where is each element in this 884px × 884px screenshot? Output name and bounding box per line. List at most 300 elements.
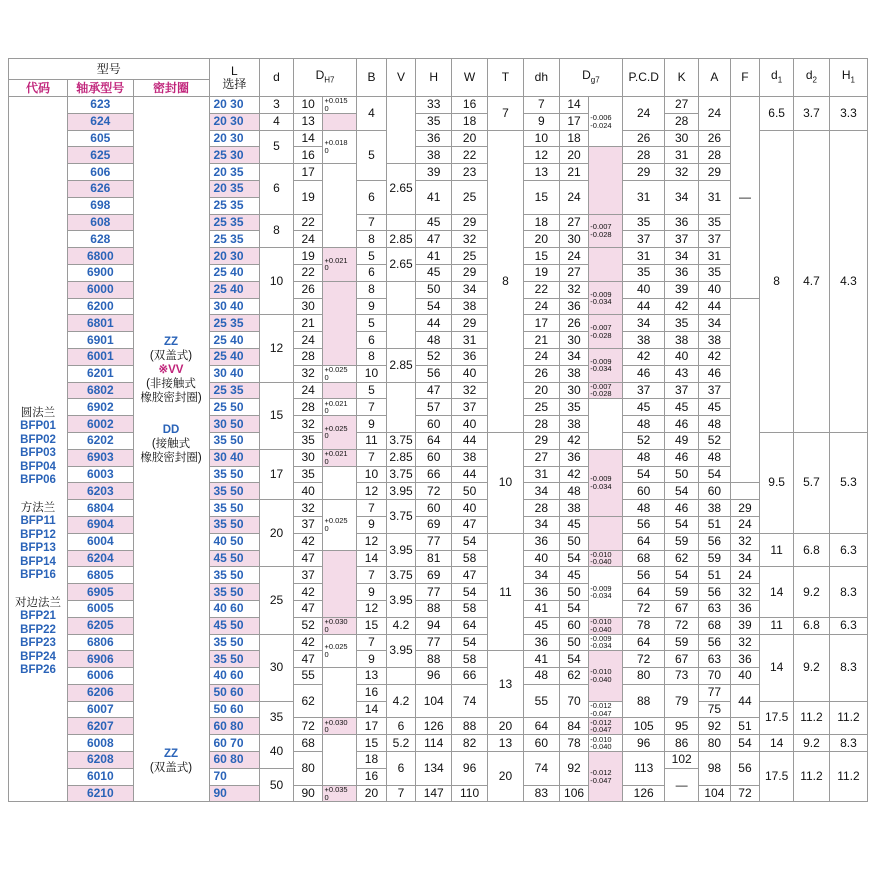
tolerance-value: 0 [324,145,329,155]
cell-v [386,382,416,432]
flange-code: BFP03 [20,447,56,460]
cell-k: 72 [665,617,699,634]
tolerance-value: +0.030 [324,617,348,627]
cell-d: 5 [260,130,294,164]
cell-h1: 5.3 [829,432,867,533]
tolerance-h7 [323,399,357,416]
tolerance-h7 [323,718,357,735]
cell-k: 62 [665,550,699,567]
cell-l: 20 30 [209,97,260,114]
cell-h1: 8.3 [829,735,867,752]
tolerance-value: -0.007 [590,382,612,391]
cell-l: 40 50 [209,533,260,550]
cell-dh: 20 [523,231,559,248]
cell-d: 26 [293,281,323,298]
cell-l: 20 35 [209,164,260,181]
tolerance-value: -0.034 [590,591,612,600]
cell-d2: 9.2 [794,567,830,617]
cell-d: 24 [293,231,323,248]
cell-d: 35 [293,432,323,449]
cell-v: 5.2 [386,735,416,752]
cell-w: 58 [452,550,488,567]
tolerance-value: -0.047 [590,725,612,735]
cell-w: 110 [452,785,488,802]
cell-dh: 10 [523,130,559,147]
cell-a: 56 [699,634,731,651]
cell-w: 96 [452,752,488,786]
cell-d: 37 [293,567,323,584]
cell-v: 3.75 [386,466,416,483]
tolerance-h7 [323,382,357,399]
cell-a: 29 [699,164,731,181]
bearing-code: 6203 [68,483,133,500]
cell-l: 30 40 [209,298,260,315]
cell-l: 40 60 [209,668,260,685]
cell-p: 29 [623,164,665,181]
bearing-code: 6000 [68,281,133,298]
flange-code: BFP13 [20,542,56,555]
cell-p: 38 [623,332,665,349]
cell-w: 54 [452,533,488,550]
cell-dh: 45 [523,617,559,634]
bearing-code: 6010 [68,768,133,785]
cell-h1: 11.2 [829,701,867,735]
bearing-code: 6902 [68,399,133,416]
header-d2: $d_2$ [794,59,830,97]
cell-h: 36 [416,130,452,147]
cell-dh: 36 [523,533,559,550]
cell-dg: 24 [559,180,589,214]
bearing-spec-table [8,58,868,802]
cell-d: 30 [293,298,323,315]
tolerance-g7 [589,449,623,516]
cell-b: 15 [357,735,387,752]
cell-f: — [730,97,760,299]
cell-dh: 26 [523,365,559,382]
tolerance-value: -0.009 [590,583,612,593]
cell-w: 37 [452,399,488,416]
cell-k: 54 [665,567,699,584]
cell-k: 40 [665,348,699,365]
cell-d: 47 [293,550,323,567]
cell-f: 36 [730,651,760,668]
cell-k: 59 [665,584,699,601]
bearing-code: 6202 [68,432,133,449]
flange-code: BFP01 [20,420,56,433]
cell-b: 6 [357,264,387,281]
cell-v: 3.75 [386,432,416,449]
cell-k: 32 [665,164,699,181]
tolerance-g7 [589,97,623,147]
cell-d1: 14 [760,567,794,617]
cell-d: 42 [293,533,323,550]
cell-d: 47 [293,600,323,617]
bearing-code: 6800 [68,248,133,265]
cell-d: 32 [293,416,323,433]
cell-p: 68 [623,550,665,567]
cell-a: 38 [699,500,731,517]
cell-a: 40 [699,281,731,298]
cell-b: 5 [357,130,387,180]
flange-code: BFP02 [20,433,56,446]
seal-zz: ZZ [163,336,179,348]
cell-v: 6 [386,718,416,735]
cell-w: 32 [452,231,488,248]
tolerance-value: -0.024 [590,120,612,130]
cell-a: 68 [699,617,731,634]
cell-k: 102 [665,752,699,769]
cell-f [730,298,760,483]
cell-p: 60 [623,483,665,500]
cell-a: 42 [699,348,731,365]
cell-l: 45 50 [209,617,260,634]
cell-b: 15 [357,617,387,634]
bearing-code: 624 [68,113,133,130]
cell-p: 126 [623,785,665,802]
tolerance-h7 [323,617,357,634]
cell-d: 15 [260,382,294,449]
cell-b: 8 [357,231,387,248]
cell-k: 34 [665,180,699,214]
tolerance-g7 [589,701,623,718]
cell-a: 35 [699,214,731,231]
cell-p: 113 [623,752,665,786]
cell-k: 37 [665,231,699,248]
bearing-code: 6204 [68,550,133,567]
bearing-code: 6210 [68,785,133,802]
cell-dh: 15 [523,180,559,214]
tolerance-value: -0.007 [590,323,612,333]
header-V: V [386,59,416,97]
cell-dg: 18 [559,130,589,147]
cell-p: 48 [623,449,665,466]
cell-a: 37 [699,382,731,399]
cell-d: 25 [260,567,294,634]
cell-d: 16 [293,147,323,164]
cell-h: 35 [416,113,452,130]
cell-dg: 48 [559,483,589,500]
cell-p: 31 [623,248,665,265]
cell-h: 33 [416,97,452,114]
bearing-code: 6207 [68,718,133,735]
cell-t: 20 [488,718,524,735]
cell-w: 22 [452,147,488,164]
cell-h: 39 [416,164,452,181]
cell-l: 25 35 [209,231,260,248]
cell-b: 5 [357,315,387,332]
tolerance-value: -0.040 [590,624,612,634]
cell-k: 45 [665,399,699,416]
tolerance-value: -0.028 [590,229,612,239]
tolerance-value: 0 [324,624,329,634]
tolerance-value: 0 [324,456,329,466]
cell-k: 37 [665,382,699,399]
cell-k: 31 [665,147,699,164]
cell-b: 9 [357,516,387,533]
bearing-code: 6905 [68,584,133,601]
cell-w: 34 [452,281,488,298]
header-bearing: 轴承型号 [68,80,133,97]
tolerance-g7 [589,617,623,634]
cell-v: 4.2 [386,617,416,634]
cell-w: 25 [452,248,488,265]
cell-l: 25 40 [209,264,260,281]
cell-w: 58 [452,651,488,668]
tolerance-value: 0 [324,792,329,802]
cell-dg: 17 [559,113,589,130]
cell-l: 25 40 [209,332,260,349]
header-d: d [260,59,294,97]
header-T: T [488,59,524,97]
tolerance-value: -0.040 [590,557,612,567]
cell-dh: 28 [523,416,559,433]
cell-dg: 78 [559,735,589,752]
cell-dg: 26 [559,315,589,332]
cell-b: 8 [357,348,387,365]
cell-w: 40 [452,416,488,433]
cell-a: 60 [699,483,731,500]
cell-dg: 24 [559,248,589,265]
cell-h: 114 [416,735,452,752]
cell-w: 44 [452,466,488,483]
tolerance-value: -0.012 [590,768,612,778]
tolerance-h7 [323,500,357,550]
cell-h: 38 [416,147,452,164]
cell-dg: 54 [559,550,589,567]
cell-d2: 11.2 [794,701,830,735]
cell-h: 96 [416,668,452,685]
tolerance-h7 [323,416,357,450]
cell-d: 32 [293,365,323,382]
cell-h: 60 [416,500,452,517]
cell-a: 51 [699,516,731,533]
cell-dh: 55 [523,684,559,718]
cell-dh: 18 [523,214,559,231]
bearing-code: 6805 [68,567,133,584]
cell-d2: 9.2 [794,634,830,701]
cell-f: 54 [730,735,760,752]
flange-code: BFP04 [20,460,56,473]
cell-l: 70 [209,768,260,785]
cell-f: 29 [730,500,760,517]
cell-h1: 11.2 [829,752,867,802]
cell-d2: 6.8 [794,617,830,634]
cell-k: 67 [665,651,699,668]
cell-b: 12 [357,533,387,550]
tolerance-h7 [323,281,357,365]
cell-h: 66 [416,466,452,483]
cell-b: 4 [357,97,387,131]
flange-code: BFP24 [20,650,56,663]
cell-d: 12 [260,315,294,382]
cell-dg: 45 [559,567,589,584]
cell-b: 17 [357,718,387,735]
cell-p: 46 [623,365,665,382]
cell-v: 3.95 [386,634,416,668]
cell-dg: 36 [559,449,589,466]
cell-a: 56 [699,533,731,550]
tolerance-h7 [323,164,357,248]
cell-w: 54 [452,634,488,651]
cell-h: 134 [416,752,452,786]
cell-d: 17 [293,164,323,181]
cell-dg: 30 [559,231,589,248]
cell-h: 45 [416,214,452,231]
bearing-code: 6200 [68,298,133,315]
cell-dg: 42 [559,432,589,449]
cell-k: 38 [665,332,699,349]
cell-dg: 106 [559,785,589,802]
cell-l: 35 50 [209,500,260,517]
cell-a: 52 [699,432,731,449]
tolerance-value: 0 [324,372,329,382]
cell-p: 48 [623,500,665,517]
cell-d: 22 [293,214,323,231]
cell-dh: 9 [523,113,559,130]
tolerance-g7 [589,348,623,382]
header-DH7: $D_{H7}$ [293,59,356,97]
cell-d: 40 [260,735,294,769]
cell-dg: 14 [559,97,589,114]
cell-p: 105 [623,718,665,735]
cell-d2: 6.8 [794,533,830,567]
header-L: L 选择 [209,59,260,97]
cell-dh: 36 [523,584,559,601]
cell-d: 10 [293,97,323,114]
cell-h: 44 [416,315,452,332]
cell-l: 50 60 [209,684,260,701]
cell-h: 104 [416,684,452,718]
cell-a: 70 [699,668,731,685]
cell-d1: 6.5 [760,97,794,131]
header-H1: $H_1$ [829,59,867,97]
tolerance-value: +0.025 [324,516,348,526]
cell-h1: 6.3 [829,617,867,634]
cell-dg: 27 [559,264,589,281]
cell-dh: 27 [523,449,559,466]
cell-d: 72 [293,718,323,735]
cell-l: 20 30 [209,248,260,265]
cell-p: 24 [623,97,665,131]
cell-l: 60 70 [209,735,260,752]
cell-dg: 62 [559,668,589,685]
tolerance-value: -0.010 [590,550,612,559]
tolerance-g7 [589,281,623,315]
tolerance-value: +0.025 [324,642,348,652]
cell-f: 51 [730,718,760,735]
cell-a: 34 [699,315,731,332]
tolerance-value: -0.047 [590,775,612,785]
cell-dh: 64 [523,718,559,735]
cell-v: 2.65 [386,248,416,282]
cell-d: 30 [260,634,294,701]
cell-dg: 70 [559,684,589,718]
cell-w: 58 [452,600,488,617]
cell-k: 86 [665,735,699,752]
cell-h: 77 [416,584,452,601]
tolerance-value: 0 [324,649,329,659]
cell-v: 3.75 [386,500,416,534]
cell-a: 51 [699,567,731,584]
cell-dg: 54 [559,651,589,668]
header-B: B [357,59,387,97]
header-PCD: P.C.D [623,59,665,97]
spec-sheet [8,58,868,802]
bearing-code: 605 [68,130,133,147]
cell-w: 74 [452,684,488,718]
cell-h: 69 [416,516,452,533]
cell-v [386,315,416,349]
cell-w: 16 [452,97,488,114]
cell-l: 20 35 [209,180,260,197]
seal-types [133,97,209,802]
tolerance-h7 [323,449,357,466]
bearing-code: 623 [68,97,133,114]
cell-b: 9 [357,416,387,433]
cell-f: 44 [730,684,760,718]
cell-h: 64 [416,432,452,449]
cell-b: 7 [357,214,387,231]
flange-code: BFP21 [20,610,56,623]
cell-h: 81 [416,550,452,567]
bearing-code: 6007 [68,701,133,718]
seal-zz2-text: (双盖式) [149,762,193,774]
seal-vv-text1: (非接触式 [146,378,196,390]
cell-d: 35 [260,701,294,735]
tolerance-value: 0 [324,725,329,735]
cell-w: 64 [452,617,488,634]
cell-k: 46 [665,500,699,517]
cell-d2: 9.2 [794,735,830,752]
header-W: W [452,59,488,97]
cell-dg: 32 [559,281,589,298]
cell-a: 38 [699,332,731,349]
cell-a: 92 [699,718,731,735]
cell-dh: 17 [523,315,559,332]
cell-v: 2.85 [386,348,416,382]
tolerance-value: +0.021 [324,449,348,459]
cell-l: 40 60 [209,600,260,617]
cell-a: 28 [699,147,731,164]
seal-vv-text2: 橡胶密封圈) [140,392,202,404]
cell-d: 68 [293,735,323,752]
tolerance-h7 [323,668,357,718]
cell-l: 25 40 [209,281,260,298]
cell-d: 32 [293,500,323,517]
cell-dg: 38 [559,500,589,517]
bearing-code: 6906 [68,651,133,668]
cell-k: 59 [665,634,699,651]
tolerance-value: 0 [324,431,329,441]
tolerance-value: +0.025 [324,423,348,433]
bearing-code: 698 [68,197,133,214]
cell-d: 37 [293,516,323,533]
cell-b: 6 [357,332,387,349]
cell-f: 24 [730,516,760,533]
cell-p: 28 [623,147,665,164]
cell-dg: 45 [559,516,589,533]
cell-l: 35 50 [209,466,260,483]
cell-d1: 11 [760,617,794,634]
cell-l: 20 30 [209,113,260,130]
cell-dh: 25 [523,399,559,416]
tolerance-value: -0.012 [590,701,612,711]
cell-b: 12 [357,483,387,500]
cell-v [386,214,416,231]
cell-p: 54 [623,466,665,483]
cell-dg: 50 [559,533,589,550]
cell-p: 34 [623,315,665,332]
